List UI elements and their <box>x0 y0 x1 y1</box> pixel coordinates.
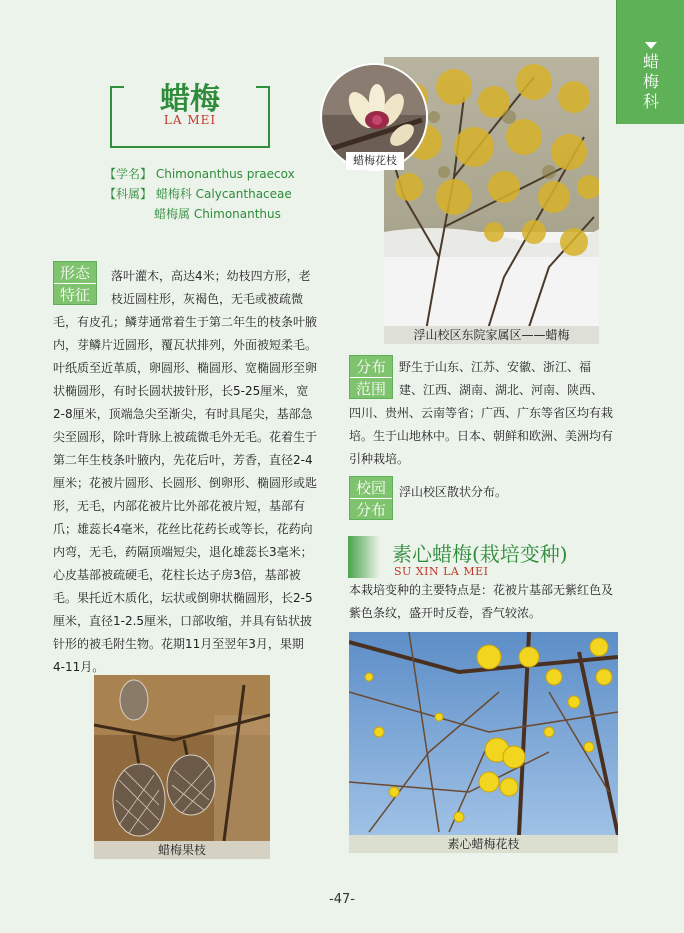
triangle-down-icon <box>645 42 657 49</box>
distribution-tag-line-2: 范围 <box>355 380 386 398</box>
page-title: 蜡梅 <box>150 74 230 118</box>
morphology-line: 针形的被毛附生物。花期11月至翌年3月，果期 <box>53 637 304 651</box>
morphology-tag-line-1: 形态 <box>54 262 96 284</box>
page-title-pinyin: LA MEI <box>163 113 217 127</box>
morphology-line: 厘米，直径1-2.5厘米，口部收缩，并具有钻状披 <box>53 614 313 628</box>
morphology-line: 4-11月。 <box>53 660 105 674</box>
campus-distribution-line: 浮山校区散状分布。 <box>399 485 508 499</box>
morphology-line: 内弯，无毛，药隔顶端短尖，退化雄蕊长3毫米； <box>53 545 313 559</box>
campus-distribution-tag <box>349 476 393 520</box>
distribution-line: 培。生于山地林中。日本、朝鲜和欧洲、美洲均有 <box>349 429 614 443</box>
fruit-branch-photo <box>94 675 270 841</box>
cultivar-title: 素心蜡梅(栽培变种) <box>392 542 568 566</box>
morphology-line: 叶纸质至近革质，卵圆形、椭圆形、宽椭圆形至卵 <box>53 361 318 375</box>
morphology-line: 枝近圆柱形，灰褐色，无毛或被疏微 <box>111 292 304 306</box>
morphology-line: 尖至圆形，除叶背脉上被疏微毛外无毛。花着生于 <box>53 430 318 444</box>
morphology-text <box>53 265 323 679</box>
morphology-line: 形，无毛，内部花被片比外部花被片短，基部有 <box>53 499 306 513</box>
cultivar-line: 本栽培变种的主要特点是：花被片基部无紫红色及 <box>349 583 614 597</box>
morphology-line: 厘米；花被片圆形、长圆形、倒卵形、椭圆形或匙 <box>53 476 318 490</box>
family-label: 【科属】 <box>104 187 153 201</box>
morphology-line: 第二年生枝条叶腋内，先花后叶，芳香，直径2-4 <box>53 453 313 467</box>
suxin-flower-image <box>349 632 618 835</box>
distribution-text <box>349 356 619 471</box>
morphology-line: 状椭圆形，有时长圆状披针形，长5-25厘米，宽 <box>53 384 309 398</box>
morphology-line: 爪；雄蕊长4毫米，花丝比花药长或等长，花药向 <box>53 522 313 536</box>
cultivar-line: 紫色条纹，盛开时反卷，香气较浓。 <box>349 606 542 620</box>
suxin-photo-caption: 素心蜡梅花枝 <box>349 835 618 853</box>
campus-photo-caption: 浮山校区东院家属区——蜡梅 <box>384 326 599 344</box>
section-tab[interactable] <box>616 0 684 124</box>
scientific-name-label: 【学名】 <box>104 167 153 181</box>
section-tab-label: 蜡梅科 <box>642 52 659 111</box>
family-row <box>104 184 292 204</box>
family-name: 蜡梅科 Calycanthaceae <box>155 187 292 201</box>
genus-name: 蜡梅属 Chimonanthus <box>154 207 281 221</box>
morphology-line: 毛。果托近木质化，坛状或倒卵状椭圆形，长2-5 <box>53 591 313 605</box>
page-number: -47- <box>329 892 355 907</box>
suxin-flower-photo <box>349 632 618 835</box>
distribution-line: 引种栽培。 <box>349 452 410 466</box>
fruit-branch-image <box>94 675 270 841</box>
distribution-tag-line-1: 分布 <box>350 356 392 378</box>
heading-accent-bar <box>348 536 380 578</box>
cultivar-text <box>349 579 621 625</box>
distribution-line: 野生于山东、江苏、安徽、浙江、福 <box>399 360 592 374</box>
campus-distribution-text <box>399 481 619 504</box>
morphology-line: 2-8厘米，顶端急尖至渐尖，有时具尾尖，基部急 <box>53 407 313 421</box>
cultivar-title-pinyin: SU XIN LA MEI <box>394 565 489 578</box>
scientific-name-row <box>104 164 295 184</box>
distribution-line: 建、江西、湖南、湖北、河南、陕西、 <box>399 383 604 397</box>
title-frame <box>110 82 270 148</box>
distribution-line: 四川、贵州、云南等省；广西、广东等省区均有栽 <box>349 406 614 420</box>
campus-tag-line-1: 校园 <box>350 477 392 499</box>
genus-row <box>154 204 281 224</box>
campus-tag-line-2: 分布 <box>355 501 386 519</box>
morphology-line: 落叶灌木，高达4米；幼枝四方形，老 <box>111 269 311 283</box>
morphology-tag-line-2: 特征 <box>59 286 90 304</box>
scientific-name: Chimonanthus praecox <box>155 167 295 181</box>
morphology-line: 心皮基部被疏硬毛，花柱长达子房3倍，基部被 <box>53 568 301 582</box>
fruit-photo-caption: 蜡梅果枝 <box>94 841 270 859</box>
morphology-line: 毛，有皮孔；鳞芽通常着生于第二年生的枝条叶腋 <box>53 315 318 329</box>
flower-branch-caption: 蜡梅花枝 <box>346 152 404 170</box>
morphology-line: 内，芽鳞片近圆形，覆瓦状排列，外面被短柔毛。 <box>53 338 318 352</box>
cultivar-heading <box>348 536 618 580</box>
